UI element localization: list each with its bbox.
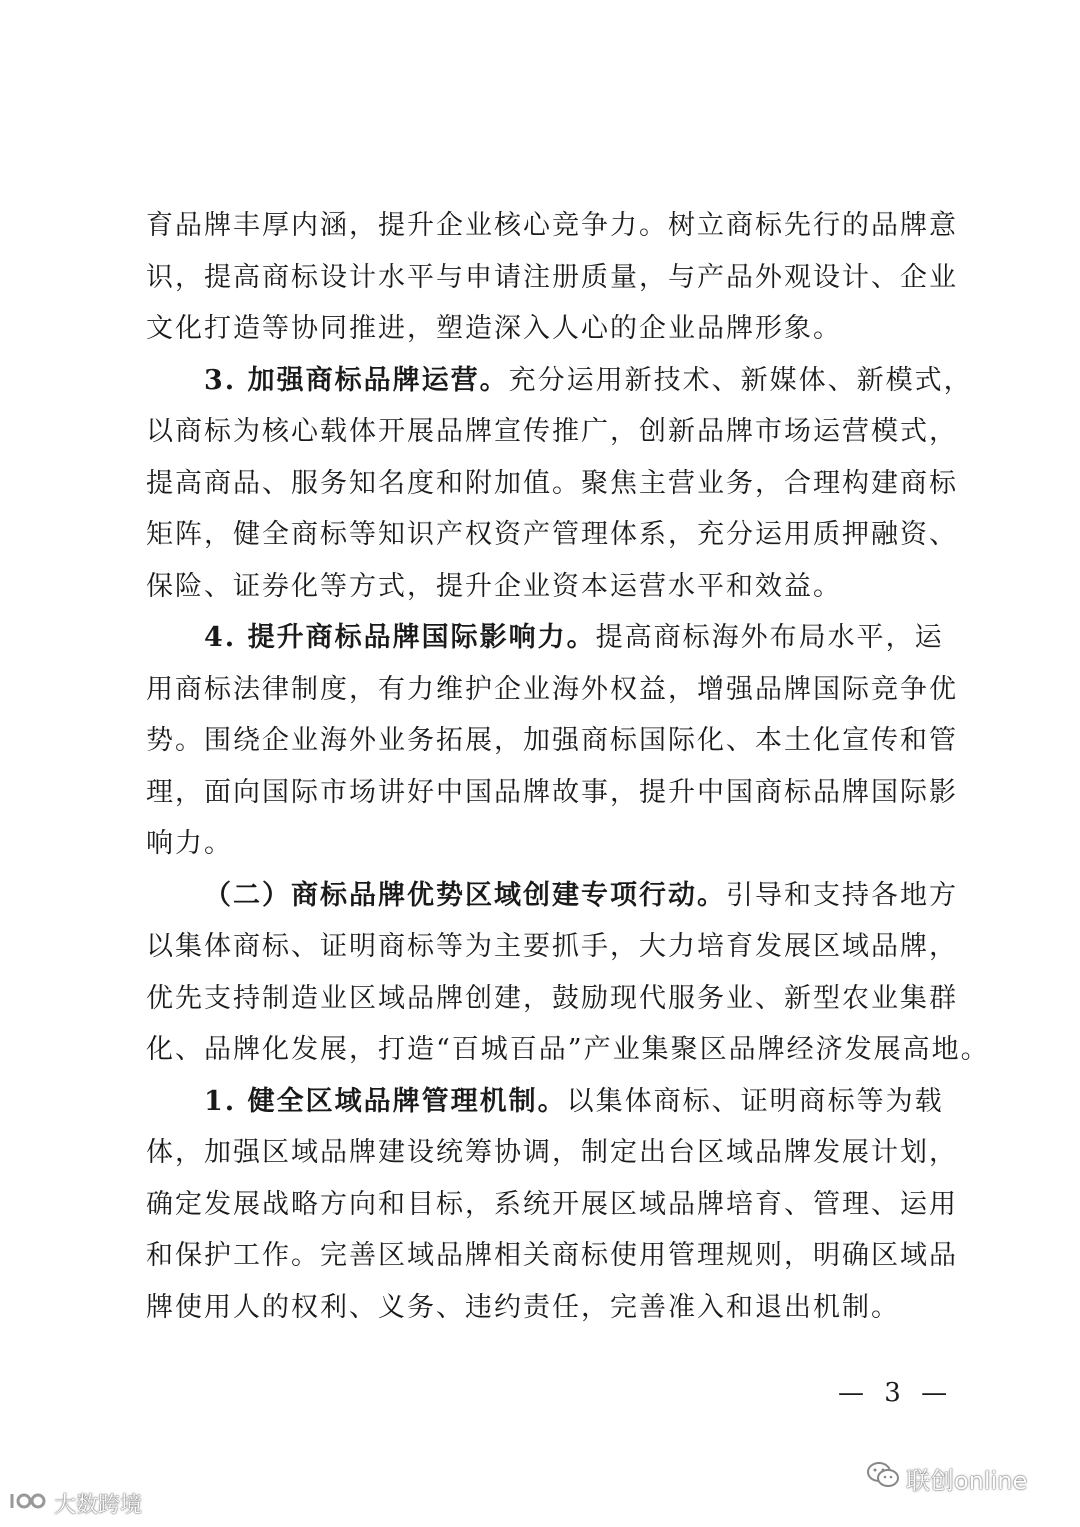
text-line: 响力。 [146, 828, 233, 859]
text-line: 以集体商标、证明商标等为主要抓手，大力培育发展区域品牌， [146, 931, 958, 962]
text-line: 以商标为核心载体开展品牌宣传推广，创新品牌市场运营模式， [146, 416, 958, 447]
section-heading: （二）商标品牌优势区域创建专项行动。 [204, 879, 726, 911]
text-line: 理，面向国际市场讲好中国品牌故事，提升中国商标品牌国际影 [146, 776, 958, 808]
watermark-right [866, 1460, 1027, 1496]
text-line: 确定发展战略方向和目标，系统开展区域品牌培育、管理、运用 [146, 1188, 958, 1220]
text-line: 势。围绕企业海外业务拓展，加强商标国际化、本土化宣传和管 [146, 725, 958, 756]
text-line: 和保护工作。完善区域品牌相关商标使用管理规则，明确区域品 [146, 1240, 958, 1271]
logo-icon [8, 1490, 48, 1518]
text-line: 提高商品、服务知名度和附加值。聚焦主营业务，合理构建商标 [146, 467, 958, 499]
text-line: 保险、证券化等方式，提升企业资本运营水平和效益。 [146, 570, 842, 602]
body-text [146, 200, 990, 1333]
page-number: — 3 — [838, 1378, 954, 1408]
text-line: 识，提高商标设计水平与申请注册质量，与产品外观设计、企业 [146, 261, 958, 293]
watermark-right-label: 联创online [906, 1466, 1028, 1495]
section-heading: 1. 健全区域品牌管理机制。 [204, 1085, 567, 1117]
text-run: 提高商标海外布局水平，运 [595, 622, 944, 653]
watermark-left-label: 大数跨境 [54, 1493, 143, 1518]
text-line [146, 1076, 944, 1128]
text-run: 以集体商标、证明商标等为载 [566, 1085, 944, 1117]
text-line: 育品牌丰厚内涵，提升企业核心竞争力。树立商标先行的品牌意 [146, 210, 958, 241]
text-line: 体，加强区域品牌建设统筹协调，制定出台区域品牌发展计划， [146, 1137, 958, 1168]
text-line: 用商标法律制度，有力维护企业海外权益，增强品牌国际竞争优 [146, 673, 958, 705]
text-run: 充分运用新技术、新媒体、新模式， [508, 364, 973, 396]
text-run: 引导和支持各地方 [726, 879, 958, 911]
text-line: 牌使用人的权利、义务、违约责任，完善准入和退出机制。 [146, 1291, 900, 1323]
text-line: 优先支持制造业区域品牌创建，鼓励现代服务业、新型农业集群 [146, 982, 958, 1014]
text-line: 文化打造等协同推进，塑造深入人心的企业品牌形象。 [146, 313, 842, 344]
wechat-icon [866, 1460, 900, 1496]
text-line [146, 870, 958, 922]
section-heading: 3. 加强商标品牌运营。 [204, 364, 509, 396]
text-line [146, 355, 973, 407]
section-heading: 4. 提升商标品牌国际影响力。 [204, 622, 596, 653]
text-line: 化、品牌化发展，打造“百城百品”产业集聚区品牌经济发展高地。 [146, 1034, 990, 1065]
text-line: 矩阵，健全商标等知识产权资产管理体系，充分运用质押融资、 [146, 519, 958, 550]
text-line [146, 612, 944, 664]
watermark-left [8, 1488, 142, 1519]
